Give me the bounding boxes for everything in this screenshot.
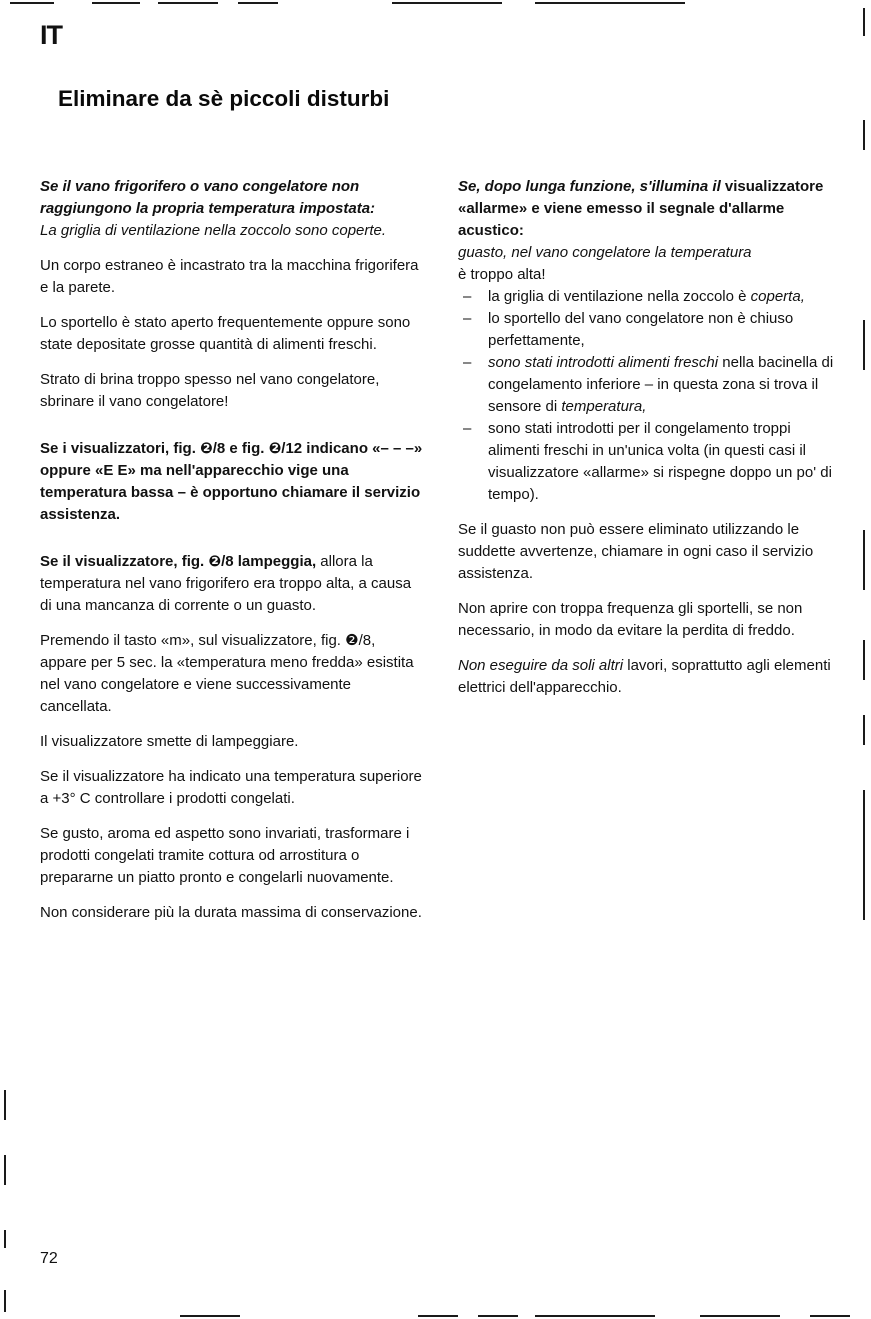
scan-edge-mark <box>863 790 865 920</box>
scan-top-rule <box>92 2 140 4</box>
cause-text: è troppo alta! <box>458 266 546 283</box>
paragraph: Lo sportello è stato aperto frequentemente oppure sono state depositate grosse quantità di alimenti freschi. <box>40 314 411 353</box>
language-code: IT <box>40 20 62 50</box>
scan-edge-mark <box>863 715 865 745</box>
list-item-text: la griglia di ventilazione nella zoccolo è <box>488 288 751 305</box>
scan-bottom-rule <box>180 1315 240 1317</box>
alarm-cause <box>458 242 843 286</box>
section-heading: Se il vano frigorifero o vano congelatore non raggiungono la propria temperatura impostata: <box>40 178 376 217</box>
section-alarm <box>458 176 843 506</box>
left-column <box>40 176 425 937</box>
scan-top-rule <box>535 2 685 4</box>
dash-marker: – <box>463 310 472 327</box>
scan-edge-mark <box>863 320 865 370</box>
dash-marker: – <box>463 354 472 371</box>
scan-edge-mark <box>863 120 865 150</box>
paragraph: Non considerare più la durata massima di conservazione. <box>40 904 422 921</box>
list-item <box>458 418 843 506</box>
paragraph: Un corpo estraneo è incastrato tra la macchina frigorifera e la parete. <box>40 257 419 296</box>
cause-text: guasto, nel vano congelatore la temperatura <box>458 244 752 261</box>
scan-bottom-rule <box>418 1315 458 1317</box>
scan-edge-mark <box>4 1290 6 1312</box>
section-heading <box>458 176 843 242</box>
heading-part: Se, dopo lunga funzione, s'illumina il <box>458 178 721 195</box>
scan-edge-mark <box>4 1090 6 1120</box>
heading-part: visualizzatore «allarme» e viene emesso il segnale d'allarme acustico: <box>458 178 824 239</box>
paragraph-part: Non eseguire da soli altri <box>458 657 624 674</box>
scan-bottom-rule <box>535 1315 655 1317</box>
list-item-text: lo sportello del vano congelatore non è chiuso perfettamente, <box>488 310 794 349</box>
scan-bottom-rule <box>478 1315 518 1317</box>
list-item-text: sono stati introdotti per il congelamento troppi alimenti freschi in un'unica volta (in questi casi il visualizzatore «allarme» si rispegne doppo un po' di tempo). <box>488 420 832 503</box>
scan-bottom-rule <box>700 1315 780 1317</box>
list-item-text: nella bacinella di congelamento inferiore – in questa zona si trova il sensore di <box>488 354 834 415</box>
dash-marker: – <box>463 288 472 305</box>
paragraph: Se il visualizzatore ha indicato una temperatura superiore a +3° C controllare i prodotti congelati. <box>40 768 422 807</box>
page-title: Eliminare da sè piccoli disturbi <box>58 86 390 111</box>
scan-edge-mark <box>863 8 865 36</box>
scan-edge-mark <box>4 1155 6 1185</box>
section-temperature <box>40 176 425 242</box>
dash-marker: – <box>463 420 472 437</box>
scan-top-rule <box>238 2 278 4</box>
paragraph: Se il guasto non può essere eliminato utilizzando le suddette avvertenze, chiamare in ogni caso il servizio assistenza. <box>458 521 814 582</box>
paragraph <box>458 655 843 699</box>
list-item <box>458 308 843 352</box>
paragraph: Il visualizzatore smette di lampeggiare. <box>40 733 299 750</box>
list-item-text: coperta, <box>750 288 805 305</box>
paragraph: allora la temperatura nel vano frigorifero era troppo alta, a causa di una mancanza di corrente o un guasto. <box>40 553 412 614</box>
paragraph: Premendo il tasto «m», sul visualizzatore, fig. ❷/8, appare per 5 sec. la «temperatura meno fredda» esistita nel vano congelatore e viene successivamente cancellata. <box>40 632 414 715</box>
page-number: 72 <box>40 1250 58 1267</box>
paragraph: La griglia di ventilazione nella zoccolo sono coperte. <box>40 222 387 239</box>
list-item <box>458 286 843 308</box>
paragraph: Se gusto, aroma ed aspetto sono invariati, trasformare i prodotti congelati tramite cottura od arrostitura o prepararne un piatto pronto e congelarli nuovamente. <box>40 825 410 886</box>
scan-bottom-rule <box>810 1315 850 1317</box>
scan-edge-mark <box>863 530 865 590</box>
section-heading: Se il visualizzatore, fig. ❷/8 lampeggia, <box>40 553 317 570</box>
list-item <box>458 352 843 418</box>
scan-edge-mark <box>863 640 865 680</box>
section-display-indicators: Se i visualizzatori, fig. ❷/8 e fig. ❷/12 indicano «– – –» oppure «E E» ma nell'apparecchio vige una temperatura bassa – è opportuno chiamare il servizio assistenza. <box>40 440 423 523</box>
section-display-blinking <box>40 551 425 617</box>
scan-top-rule <box>10 2 54 4</box>
list-item-text: temperatura, <box>561 398 647 415</box>
list-item-text: sono stati introdotti alimenti freschi <box>488 354 719 371</box>
cause-list <box>458 286 843 506</box>
paragraph-part: lavori, soprattutto agli elementi elettrici dell'apparecchio. <box>458 657 831 696</box>
paragraph: Non aprire con troppa frequenza gli sportelli, se non necessario, in modo da evitare la perdita di freddo. <box>458 600 803 639</box>
paragraph: Strato di brina troppo spesso nel vano congelatore, sbrinare il vano congelatore! <box>40 371 380 410</box>
scan-top-rule <box>158 2 218 4</box>
right-column <box>458 176 843 712</box>
scan-edge-mark <box>4 1230 6 1248</box>
scan-top-rule <box>392 2 502 4</box>
